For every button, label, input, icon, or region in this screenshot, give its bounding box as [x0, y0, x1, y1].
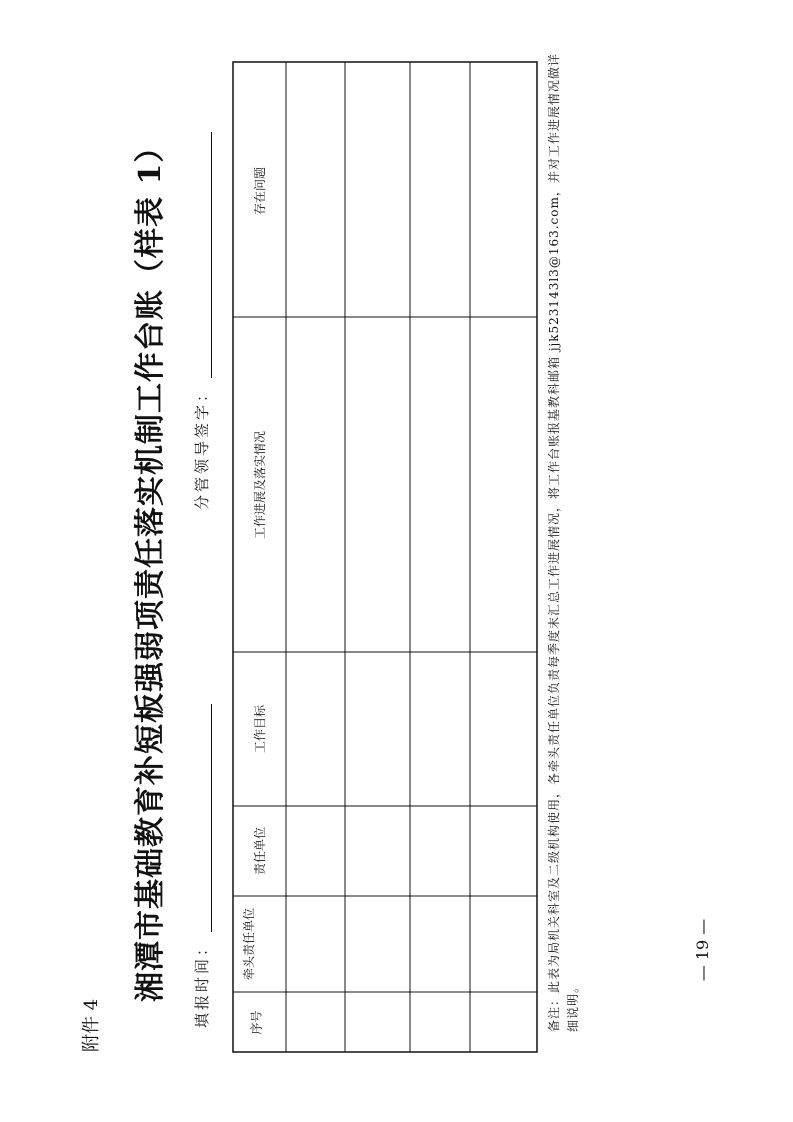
- column-header-serial: 序号: [249, 1010, 263, 1035]
- column-header-progress: 工作进展及落实情况: [252, 430, 267, 539]
- leader-sign-label: 分管领导签字：: [193, 383, 211, 510]
- column-header-work-goal: 工作目标: [252, 705, 267, 754]
- attachment-label: 附件 4: [81, 998, 102, 1052]
- table-note: 备注：此表为局机关科室及二级机构使用，各牵头责任单位负责每季度末汇总工作进展情况，将工作台账报基教科邮箱 jjk523143l3@163.com，并对工作进展情况做详细说明。: [547, 53, 580, 1032]
- column-header-issues: 存在问题: [252, 166, 267, 215]
- fill-time-label: 填报时间：: [193, 937, 211, 1028]
- column-header-responsible-unit: 责任单位: [252, 827, 267, 876]
- page-number: — 19 —: [693, 918, 712, 982]
- column-header-lead-unit: 牵头责任单位: [241, 908, 256, 981]
- document-title: 湘潭市基础教育补短板强弱项责任落实机制工作台账（样表 1）: [133, 131, 168, 1002]
